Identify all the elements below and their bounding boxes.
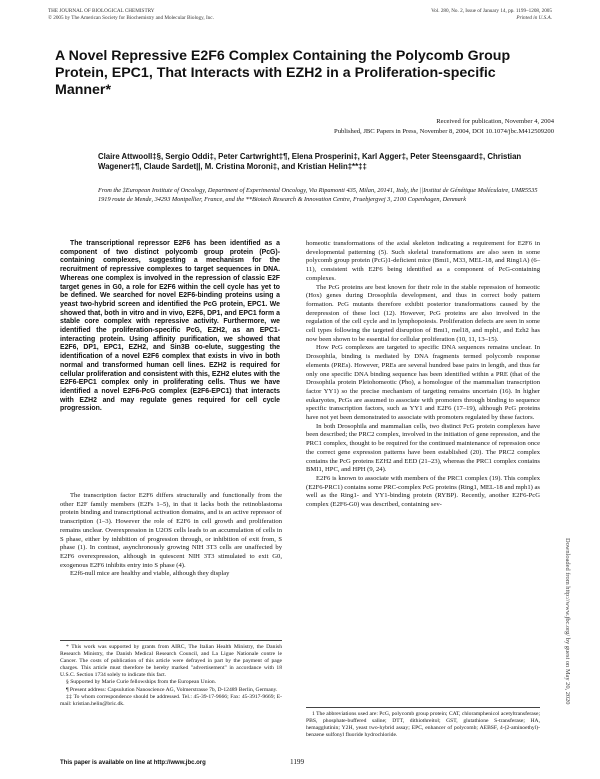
abbreviations-footnote [306, 707, 540, 739]
printed-in: Printed in U.S.A. [516, 14, 552, 21]
body-paragraph-1: homeotic transformations of the axial skeleton indicating a requirement for E2F6 in developmental patterning (5). Such skeletal transformations are also seen in some polycomb group protein (PcG)1-deficient mice (Bmi1, M33, MEL-18, and Ring1A) (6–11), consistent with E2F6 being identified as a component of PcG-containing complexes. [306, 240, 540, 282]
abstract: The transcriptional repressor E2F6 has been identified as a component of two distinct polycomb group protein (PcG)-containing complexes, suggesting a mechanism for the recruitment of repressive complexes to target sequences in DNA. Whereas one complex is involved in the repression of classic E2F target genes in G0, a role for E2F6 within the cell cycle has yet to be defined. We searched for novel E2F6-binding proteins using a yeast two-hybrid screen and identified the PcG protein, EPC1. We showed that, both in vitro and in vivo, E2F6, DP1, and EPC1 form a stable core complex with repressive activity. Furthermore, we identified the proliferation-specific PcG, EZH2, as an EPC1-interacting protein. Using affinity purification, we showed that E2F6, DP1, EPC1, EZH2, and Sin3B co-elute, suggesting the identification of a novel E2F6 complex that exists in vivo in both normal and transformed human cell lines. EZH2 is required for cellular proliferation and consistent with this, EZH2 elutes with the E2F6-EPC1 complex only in proliferating cells. Thus we have identified a novel E2F6-PcG complex (E2F6-EPC1) that interacts with EZH2 and may regulate genes required for cell cycle progression. [60, 240, 280, 413]
body-paragraph-2: The PcG proteins are best known for their role in the stable repression of homeotic (Hox) genes during Drosophila development, and thus in correct body pattern formation. PcG mutants therefore exhibit posterior transformations caused by the derepression of these loci (12). However, PcG proteins are also involved in the regulation of the cell cycle and in lymphopoiesis. Proliferation defects are seen in some cell types following the targeted disruption of Bmi1, mel18, and mph1, and Ezh2 has now been shown to be essential for cellular proliferation (10, 11, 13–15). [306, 283, 540, 343]
published-date: Published, JBC Papers in Press, November 8, 2004, DOI 10.1074/jbc.M412509200 [334, 127, 554, 135]
received-date: Received for publication, November 4, 2004 [436, 118, 554, 125]
copyright-line: © 2005 by The American Society for Biochemistry and Molecular Biology, Inc. [48, 14, 214, 21]
body-paragraph-5: E2F6 is known to associate with members of the PRC1 complex (19). This complex (E2F6-PRC1) contains some PRC-complex PcG proteins (Ring1, MEL-18 and mph1) as well as the Ring1- and YY1-binding protein (RYBP). Recently, another E2F6-PcG complex (E2F6-G0) was described, containing sev- [306, 474, 540, 509]
abbreviations-text: 1 The abbreviations used are: PcG, polycomb group protein; CAT, chloramphenicol acetyltransferase; PBS, phosphate-buffered saline; DTT, dithiothreitol; GST, glutathione S-transferase; HA, hemagglutinin; Y2H, yeast two-hybrid assay; EPC, enhancer of polycomb; AEBSF, 4-(2-aminoethyl)-benzene sulfonyl fluoride hydrochloride. [306, 711, 540, 739]
download-watermark: Downloaded from http://www.jbc.org/ by guest on May 20, 2020 [564, 538, 571, 705]
journal-name: THE JOURNAL OF BIOLOGICAL CHEMISTRY [48, 8, 155, 14]
footnote-fellowship: § Supported by Marie Curie fellowships from the European Union. [66, 679, 217, 686]
footnote-address: ¶ Present address: Capsulution Nanoscience AG, Volmerstrasse 7b, D-12489 Berlin, Germany. [66, 686, 278, 693]
page-number: 1199 [290, 758, 305, 766]
journal-header-left [48, 8, 214, 21]
volume-issue: Vol. 280, No. 2, Issue of January 14, pp. 1199–1208, 2005 [431, 8, 552, 14]
journal-header-right [431, 8, 552, 21]
footnote-correspondence: ‡‡ To whom correspondence should be addressed. Tel.: 45-39-17-9666; Fax: 45-3917-9669; E-mail: kristian.helin@bric.dk. [60, 693, 282, 707]
funding-footnotes [60, 640, 282, 708]
right-column-body [306, 240, 540, 510]
publication-dates [334, 117, 554, 137]
article-title: A Novel Repressive E2F6 Complex Containing the Polycomb Group Protein, EPC1, That Interacts with EZH2 in a Proliferation-specific Manner* [55, 48, 511, 99]
intro-paragraph-1: The transcription factor E2F6 differs structurally and functionally from the other E2F family members (E2Fs 1–5), in that it lacks both the retinoblastoma protein binding and transcriptional activation domains, and is an active repressor of transcription (1–3). However the role of E2F6 in cell growth and proliferation remains unclear. Overexpression in U2OS cells leads to an accumulation of cells in S phase, either by inhibition of progression through, or inhibition of exit from, S phase (1). In contrast, asynchronously growing NIH 3T3 cells are unaffected by E2F6 overexpression, although in quiescent NIH 3T3 stimulated to exit G0, exogenous E2F6 inhibits entry into S phase (4). [60, 492, 282, 569]
intro-paragraph-2: E2f6-null mice are healthy and viable, although they display [70, 570, 230, 578]
author-list: Claire Attwooll‡§, Sergio Oddi‡, Peter Cartwright‡¶, Elena Prosperini‡, Karl Agger‡, Peter Steensgaard‡, Christian Wagener‡¶, Claude Sardet||, M. Cristina Moroni‡, and Kristian Helin‡**‡‡ [98, 152, 522, 172]
body-paragraph-4: In both Drosophila and mammalian cells, two distinct PcG protein complexes have been described; the PRC2 complex, involved in the initiation of gene repression, and the PRC1 complex, thought to be required for the continued maintenance of repression once the correct gene expression patterns have been established (20). The PRC2 complex contains the PcG proteins EZH2 and EED (21–23), whereas the PRC1 complex contains BMI1, HPC, and HPH (9, 24). [306, 422, 540, 474]
left-column-body [60, 492, 282, 579]
affiliations: From the ‡European Institute of Oncology, Department of Experimental Oncology, Via Ripamonti 435, Milan, 20141, Italy, the ||Institut de Génétique Moléculaire, UMR5535 1919 route de Mende, 34293 Montpellier, France, and the **Biotech Research & Innovation Centre, Fruebjergvej 3, 2100 Copenhagen, Denmark [98, 187, 538, 203]
body-paragraph-3: How PcG complexes are targeted to specific DNA sequences remains unclear. In Drosophila, binding is mediated by DNA fragments termed polycomb response elements (PREs). However, PREs are several hundred base pairs in length, and thus far only one specific DNA binding sequence has been identified within a PRE (that of the Drosophila protein Pleiohomeotic (Pho), a homologue of the mammalian transcription factor YY1) so the precise mechanism of targeting remains uncertain (16). In higher eukaryotes, PcGs are assumed to associate with promoters through binding to sequence specific transcription factors, such as YY1 and E2F6 (17–19), although PcG proteins have not yet been demonstrated to associate with promoters regulated by these factors. [306, 344, 540, 422]
online-availability-note: This paper is available on line at http://www.jbc.org [60, 760, 206, 766]
footnote-funding: * This work was supported by grants from AIRC, The Italian Health Ministry, the Danish Research Ministry, the Danish Medical Research Council, and La Ligue Nationale contre le Cancer. The costs of publication of this article were defrayed in part by the payment of page charges. This article must therefore be hereby marked "advertisement" in accordance with 18 U.S.C. Section 1734 solely to indicate this fact. [60, 644, 282, 679]
